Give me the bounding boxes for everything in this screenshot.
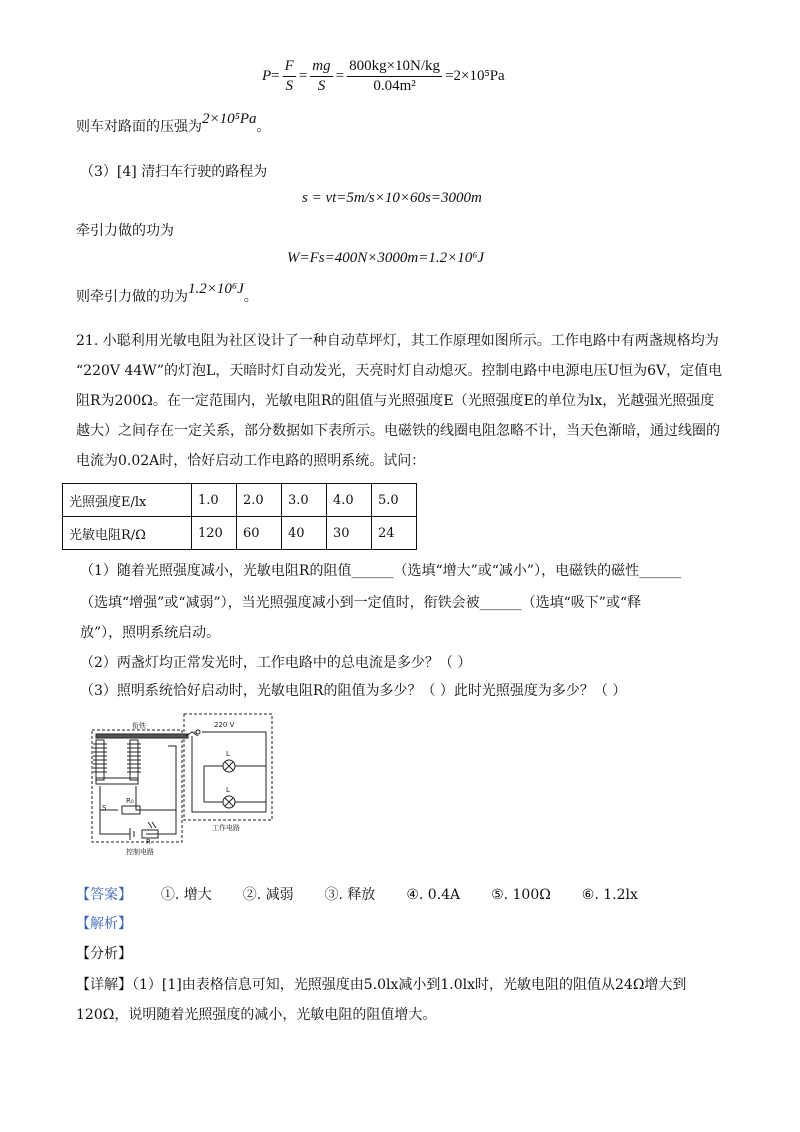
table-cell: 60 — [237, 517, 282, 550]
question-line-2: “220V 44W”的灯泡L，天暗时灯自动发光，天亮时灯自动熄灭。控制电路中电源电压U恒为6V，定值电 — [76, 363, 723, 379]
coil-left — [93, 744, 107, 772]
circuit-diagram — [86, 710, 316, 860]
voltage-label: 220 V — [214, 721, 235, 729]
answer-item: ②. 减弱 — [242, 887, 294, 903]
work-circuit-label: 工作电路 — [212, 824, 240, 832]
fraction-mg-over-s — [310, 58, 332, 95]
table-cell: 4.0 — [327, 484, 372, 517]
pressure-result-prefix: 则车对路面的压强为 — [76, 119, 202, 135]
answer-item: ⑥. 1.2lx — [581, 887, 638, 903]
core-base — [96, 778, 138, 784]
frac-denominator: S — [317, 78, 326, 94]
frac-numerator: F — [283, 58, 296, 77]
table-row — [63, 517, 417, 550]
table-cell: 3.0 — [282, 484, 327, 517]
detail-line-1 — [76, 978, 686, 992]
lamp-branches — [204, 766, 266, 802]
light-arrows — [148, 822, 156, 828]
detail-line-2: 120Ω，说明随着光照强度的减小，光敏电阻的阻值增大。 — [76, 1007, 437, 1023]
data-table — [62, 483, 417, 550]
subquestion-3: （3）照明系统恰好启动时，光敏电阻R的阻值为多少？（ ）此时光照强度为多少？（ ） — [80, 683, 627, 699]
question-line-1: 21. 小聪利用光敏电阻为社区设计了一种自动草坪灯，其工作原理如图所示。工作电路中有两盏规格均为 — [76, 333, 719, 349]
work-result-prefix: 则牵引力做的功为 — [76, 289, 188, 305]
table-cell: 40 — [282, 517, 327, 550]
armature-bar — [96, 734, 188, 738]
answer-item: ④. 0.4A — [406, 887, 461, 903]
table-cell: 光敏电阻R/Ω — [63, 517, 192, 550]
distance-equation: s = vt=5m/s×10×60s=3000m — [302, 190, 482, 206]
battery — [130, 828, 134, 840]
fraction-f-over-s — [283, 58, 296, 95]
subquestion-1c: 放”），照明系统启动。 — [80, 625, 221, 641]
r-label: R — [146, 838, 151, 846]
table-cell: 120 — [192, 517, 237, 550]
eq-rhs: =2×10⁵Pa — [445, 67, 505, 84]
fraction-values — [347, 58, 442, 95]
switch-label: S — [102, 804, 107, 812]
work-intro: 牵引力做的功为 — [76, 223, 174, 239]
analysis-label: 【解析】 — [76, 916, 132, 932]
part3-intro: （3）[4] 清扫车行驶的路程为 — [80, 164, 268, 180]
question-line-5: 电流为0.02A时，恰好启动工作电路的照明系统。试问： — [76, 453, 426, 469]
pressure-result-value: 2×10⁵Pa — [202, 111, 257, 127]
answer-item: ⑤. 100Ω — [491, 887, 551, 903]
armature-label: 衔铁 — [132, 722, 146, 730]
subquestion-1b: （选填“增强”或“减弱”），当光照强度减小到一定值时，衔铁会被______（选填“吸下”或“释 — [80, 595, 642, 611]
control-circuit-box — [92, 730, 182, 842]
control-circuit-label: 控制电路 — [126, 848, 154, 856]
answer-item: ①. 增大 — [160, 887, 212, 903]
work-result-value: 1.2×10⁶J — [188, 281, 244, 297]
answer-label: 【答案】 — [76, 887, 132, 903]
frac-numerator: 800kg×10N/kg — [347, 58, 442, 77]
detail-text-1: （1）[1]由表格信息可知，光照强度由5.0lx减小到1.0lx时，光敏电阻的阻值从24Ω增大到 — [132, 977, 687, 993]
lamp-2-label: L — [226, 786, 230, 794]
question-line-3: 阻R为200Ω。在一定范围内，光敏电阻R的阻值与光照强度E（光照强度E的单位为lx，光越强光照强度 — [76, 393, 715, 409]
eq-lhs: P — [262, 67, 272, 84]
r0-label: R₀ — [126, 797, 134, 805]
frac-denominator: S — [285, 78, 293, 94]
work-result-line — [76, 281, 258, 305]
table-cell: 2.0 — [237, 484, 282, 517]
table-cell: 24 — [372, 517, 417, 550]
table-row — [63, 484, 417, 517]
pressure-equation: P= $\frac{F}{S}$ = $\frac{mg}{S}$ = $\frac{800kg\times 10N/kg}{\text{0.04m²}}$ =2×10⁵Pa — [262, 58, 505, 94]
terminal-icon — [196, 730, 200, 734]
frac-denominator: 0.04m² — [373, 78, 416, 94]
fenxi-label: 【分析】 — [76, 946, 132, 962]
question-line-4: 越大）之间存在一定关系，部分数据如下表所示。电磁铁的线圈电阻忽略不计，当天色渐暗，通过线圈的 — [76, 423, 720, 439]
frac-numerator: mg — [310, 58, 332, 77]
subquestion-2: （2）两盏灯均正常发光时，工作电路中的总电流是多少？（ ） — [80, 655, 472, 671]
lamp-1-label: L — [226, 750, 230, 758]
table-cell: 1.0 — [192, 484, 237, 517]
table-cell: 光照强度E/lx — [63, 484, 192, 517]
work-result-suffix: 。 — [243, 289, 258, 305]
subquestion-1a: （1）随着光照强度减小，光敏电阻R的阻值______（选填“增大”或“减小”），电磁铁的磁性______ — [80, 563, 682, 579]
pressure-result-suffix: 。 — [256, 119, 271, 135]
answer-item: ③. 释放 — [324, 887, 376, 903]
table-cell: 5.0 — [372, 484, 417, 517]
answer-line — [76, 888, 638, 902]
pressure-result-line — [76, 111, 271, 135]
table-cell: 30 — [327, 517, 372, 550]
detail-label: 【详解】 — [76, 977, 132, 993]
work-equation: W=Fs=400N×3000m=1.2×10⁶J — [287, 250, 485, 266]
coil-right — [127, 744, 141, 772]
